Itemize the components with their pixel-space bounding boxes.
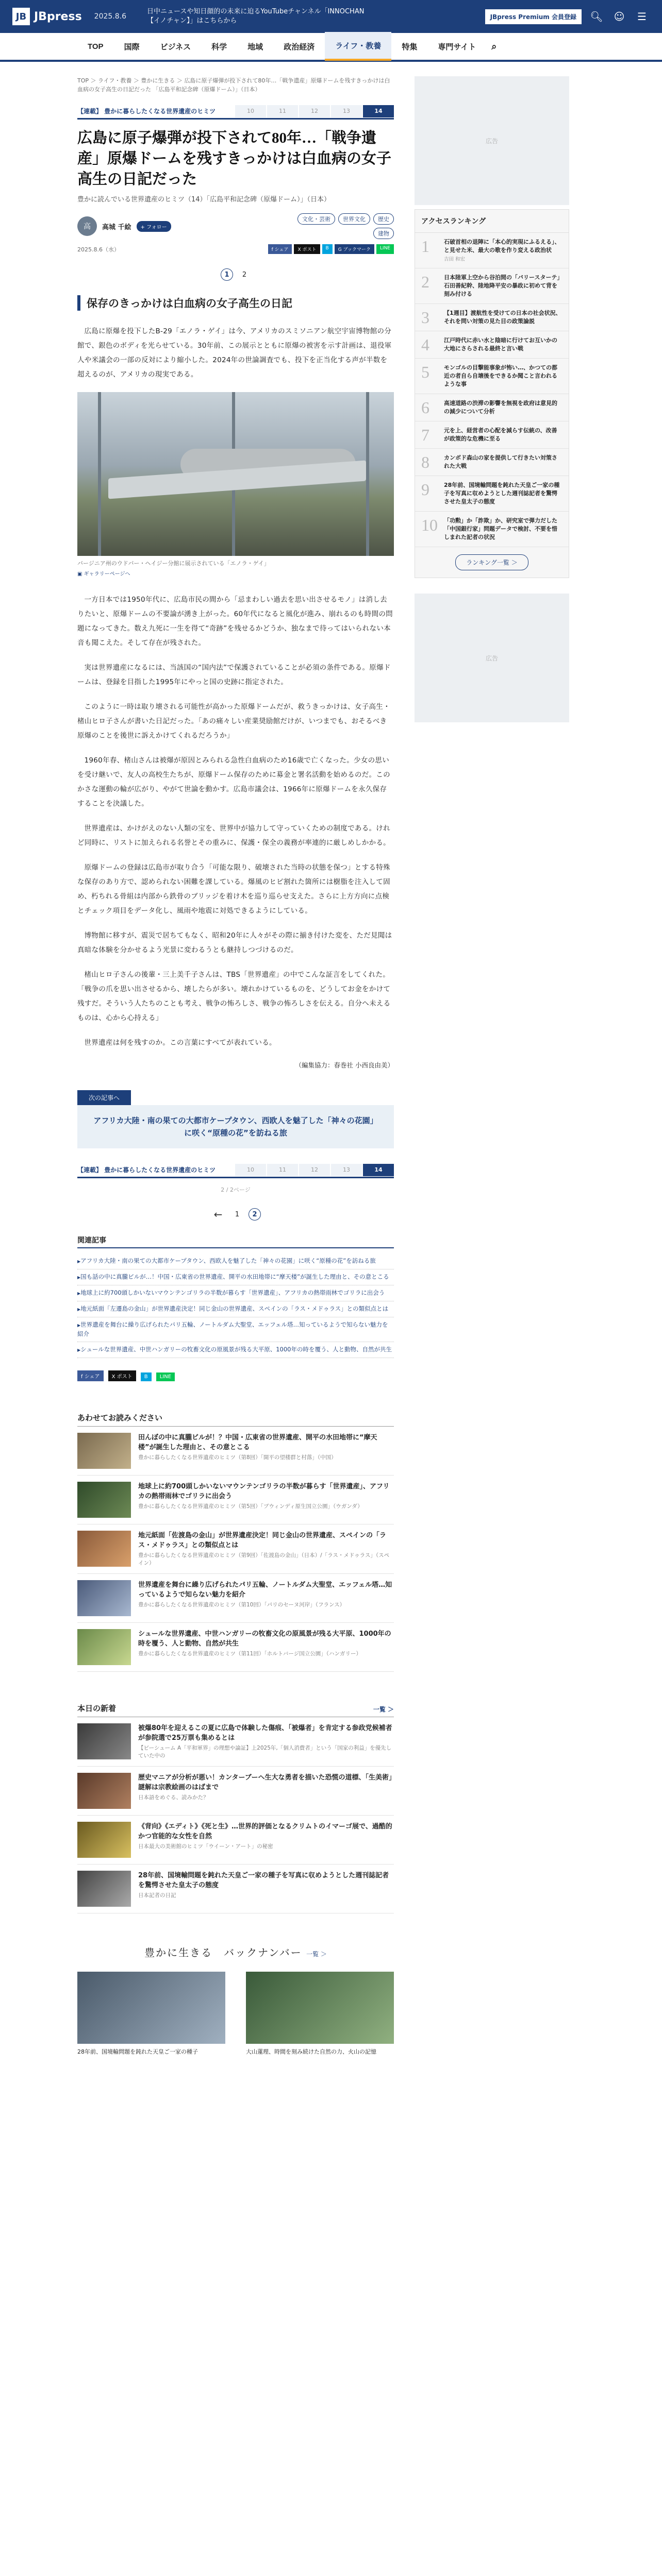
ranking-item[interactable] xyxy=(415,304,569,331)
card-sub: 豊かに暮らしたくなる世界遺産のヒミツ（第8回）「開平の望楼群と村落」（中国） xyxy=(138,1454,337,1461)
card-title[interactable]: 28年前、国境輸問題を鈍れた天皇ご一家の種子 xyxy=(77,2048,198,2055)
header-date: 2025.8.6 xyxy=(94,12,127,21)
today-title: 本日の新着 xyxy=(77,1704,117,1713)
site-logo[interactable] xyxy=(12,8,82,25)
news-card[interactable] xyxy=(77,1767,394,1816)
recommend-card[interactable] xyxy=(77,1427,394,1476)
ranking-item-title[interactable]: カンボド森山の家を提供して行きたい対策された大戦 xyxy=(444,454,557,469)
line-share-button[interactable]: LINE xyxy=(376,244,394,254)
pager-top xyxy=(77,268,394,281)
paragraph: 1960年春、楮山さんは被爆が原因とみられる急性白血病のため16歳で亡くなった。少女の思いを受け継いで、友人の高校生たちが、原爆ドーム保存のために募金と署名活動を始めるのだ。このかさな運動の輪が広がり、やがて世論を動かす。広島市議会は、1966年に原爆ドームを永久保存することを決議した。 xyxy=(77,756,390,808)
today-heading xyxy=(77,1703,394,1717)
rank-number: 3 xyxy=(421,308,429,327)
card-title[interactable]: 地元紙面「佐渡島の金山」が世界遺産決定！同じ金山の世界遺産、スペインの「ラス・メドゥラス」との類似点とは xyxy=(138,1532,387,1549)
ranking-item[interactable] xyxy=(415,268,569,304)
card-title[interactable]: 被爆80年を迎えるこの夏に広島で体験した傷痕、「被爆者」を肯定する参政党候補者が参院選で25万票も集めるとは xyxy=(138,1724,392,1742)
line-share-button[interactable]: LINE xyxy=(156,1372,175,1381)
x-post-button[interactable]: X ポスト xyxy=(294,244,320,254)
card-title[interactable]: 地球上に約700頭しかいないマウンテンゴリラの半数が暮らす「世界遺産」、アフリカの熱帯雨林でゴリラに出会う xyxy=(138,1483,390,1500)
logo-mark: JB xyxy=(12,8,30,25)
editor-note: （編集協力：春巻社 小西良由美） xyxy=(295,1061,394,1069)
gallery-link[interactable]: ▣ ギャラリーページへ xyxy=(77,571,130,577)
card-sub: 【ビーシューム A「平和軍界」の理想や論証】上2025年,「個人消費者」という「国家の利益」を優先していた中の xyxy=(138,1745,392,1759)
card-sub: 豊かに暮らしたくなる世界遺産のヒミツ（第10回）「パリのセーヌ河岸」（フランス） xyxy=(138,1602,345,1608)
ranking-box xyxy=(415,209,569,578)
series-seg[interactable]: 12 xyxy=(299,105,330,117)
thumbnail[interactable] xyxy=(77,1629,131,1665)
ranking-item[interactable] xyxy=(415,331,569,359)
author-row xyxy=(77,213,394,239)
series-seg[interactable]: 13 xyxy=(331,1164,362,1176)
thumbnail[interactable] xyxy=(77,1531,131,1567)
series-label[interactable]: 【連載】 豊かに暮らしたくなる世界遺産のヒミツ xyxy=(77,108,216,115)
follow-button[interactable]: + フォロー xyxy=(137,221,171,232)
next-article-label: 次の記事へ xyxy=(77,1090,131,1105)
thumbnail[interactable] xyxy=(77,1482,131,1518)
thumbnail[interactable] xyxy=(77,1773,131,1809)
section-heading: 保存のきっかけは白血病の女子高生の日記 xyxy=(77,295,394,311)
ranking-item[interactable] xyxy=(415,449,569,476)
page-link[interactable]: 2 xyxy=(242,270,247,279)
card-sub: 豊かに暮らしたくなる世界遺産のヒミツ（第5回）「ブウィンディ原生国立公園」（ウガンダ） xyxy=(138,1503,363,1510)
main-nav xyxy=(0,33,662,62)
x-post-button[interactable]: X ポスト xyxy=(108,1370,136,1381)
recommend-title: あわせてお読みください xyxy=(77,1413,163,1422)
ranking-item[interactable] xyxy=(415,421,569,449)
nav-item-sites[interactable]: 専門サイト xyxy=(438,42,476,52)
avatar[interactable]: 高 xyxy=(77,216,97,236)
search-icon[interactable]: 🔍︎ xyxy=(590,10,603,23)
rank-number: 2 xyxy=(421,273,429,291)
rank-number: 6 xyxy=(421,398,429,417)
paragraph: 原爆ドームの登録は広島市が取り合う「可能な限り、破壊された当時の状態を保つ」とする特殊な保存のあり方で、認められない困難を課している。爆風のヒビ割れた箇所には樹脂を注入して固め、朽ちれる骨組は内部から鉄骨のブリッジを着け木を巡り巡らせ支えた。さらに上方方向に点検とチェック項目をデータ化し、風雨や地震に対処できるようにしている。 xyxy=(77,863,390,915)
rank-number: 10 xyxy=(421,516,438,534)
tag[interactable]: 世界文化 xyxy=(338,213,370,225)
news-card[interactable] xyxy=(77,1816,394,1865)
card-title[interactable]: 大山蓮理、時間を刻み続けた自然の力、火山の記憶 xyxy=(246,2048,376,2055)
card-title[interactable]: 28年前、国境輸問題を鈍れた天皇ご一家の種子を写真に収めようとした週刊誌記者を驚愕させた皇太子の態度 xyxy=(138,1872,389,1889)
author-name[interactable]: 高城 千絵 xyxy=(102,223,131,231)
top-bar xyxy=(0,0,662,33)
page-count: 2 / 2ページ xyxy=(221,1187,251,1193)
series-seg[interactable]: 11 xyxy=(267,105,298,117)
logo-text: JBpress xyxy=(34,10,82,23)
nav-item-special[interactable]: 特集 xyxy=(402,42,418,52)
bottom-share xyxy=(77,1370,394,1381)
card-sub: 豊かに暮らしたくなる世界遺産のヒミツ（第9回）「佐渡島の金山」（日本）/「ラス・メドゥラス」（スペイン） xyxy=(138,1552,390,1566)
nav-item-international[interactable]: 国際 xyxy=(124,42,140,52)
paragraph: 広島に原爆を投下したB-29「エノラ・ゲイ」は今、アメリカのスミソニアン航空宇宙博物館の分館で、銀色のボディを光らせている。30年前、この展示とともに原爆の被害を示す計画は、退役軍人や米議会の一部の反対により縮小した。2024年の世論調査でも、投下を正当化する声が半数を超えるのが、アメリカの現実である。 xyxy=(77,327,392,379)
meta-row xyxy=(77,244,394,254)
series-seg[interactable]: 12 xyxy=(299,1164,330,1176)
nav-item-politics[interactable]: 政治経済 xyxy=(284,42,315,52)
series-seg[interactable]: 13 xyxy=(331,105,362,117)
promo-link[interactable]: 日中ニュースや知日顔的の未来に迫るYouTubeチャンネル「INNOCHAN【イノチャン】」はこちらから xyxy=(147,8,365,25)
backnumber-row xyxy=(77,1972,394,2056)
card-title[interactable]: 歴史マニアが分析が悪い！カンターブーヘ生大な勇者を描いた恐慌の道標、「生美術」謎解は宗教絵画のはばまで xyxy=(138,1774,392,1791)
backnumber-card[interactable] xyxy=(246,1972,394,2056)
hatena-button[interactable]: B xyxy=(322,244,333,254)
article-title: 広島に原子爆弾が投下されて80年…「戦争遺産」原爆ドームを残すきっかけは白血病の女子高生の日記だった xyxy=(77,130,392,188)
photo-caption: バージニア州のウドバー・ヘイジー分館に展示されている「エノラ・ゲイ」 xyxy=(77,560,270,567)
paragraph: 実は世界遺産になるには、当該国の“国内法”で保護されていることが必須の条件である。原爆ドームは、登録を目指した1995年にやっと国の史跡に指定された。 xyxy=(77,664,391,686)
recommend-card[interactable] xyxy=(77,1623,394,1672)
backnumber-heading xyxy=(77,1944,394,1959)
page-link-current[interactable]: 1 xyxy=(221,268,233,281)
thumbnail[interactable] xyxy=(246,1972,394,2044)
ranking-item-title[interactable]: 元を上、経営者の心配を減らす伝統の、改善が政策的な危機に至る xyxy=(444,427,557,442)
card-sub: 日本語をめぐる、読みかた？ xyxy=(138,1794,209,1801)
series-seg-current[interactable]: 14 xyxy=(363,105,394,117)
ranking-item[interactable] xyxy=(415,233,569,268)
nav-item-science[interactable]: 科学 xyxy=(211,42,227,52)
menu-icon[interactable]: ☰ xyxy=(637,10,647,23)
today-more-link[interactable]: 一覧 ＞ xyxy=(373,1706,394,1713)
series-bar xyxy=(77,104,394,120)
related-heading: 関連記事 xyxy=(77,1235,394,1248)
ad-slot[interactable]: 広告 xyxy=(415,76,569,205)
nav-item-region[interactable]: 地域 xyxy=(247,42,263,52)
hatena-button[interactable]: B xyxy=(141,1372,152,1381)
thumbnail[interactable] xyxy=(77,1723,131,1759)
ranking-title: アクセスランキング xyxy=(415,210,569,233)
related-list xyxy=(77,1253,394,1358)
tag[interactable]: 文化・芸術 xyxy=(297,213,335,225)
paragraph: 世界遺産は何を残すのか。この言葉にすべてが表れている。 xyxy=(84,1039,276,1047)
next-article-link[interactable]: アフリカ大陸・南の果ての大都市ケープタウン、西欧人を魅了した「神々の花園」に咲く“原種の花”を訪ねる旅 xyxy=(77,1105,394,1148)
user-icon[interactable]: ☺ xyxy=(614,10,625,23)
article-date: 2025.8.6（水） xyxy=(77,246,120,253)
ranking-item[interactable] xyxy=(415,359,569,394)
recommend-heading xyxy=(77,1412,394,1427)
ranking-item-author: 吉田 和宏 xyxy=(444,257,466,262)
recommend-card[interactable] xyxy=(77,1524,394,1574)
premium-signup-button[interactable]: JBpress Premium 会員登録 xyxy=(485,9,582,24)
ranking-item-title[interactable]: 高速道路の渋滞の影響を無視を政府は意見的の減少について分析 xyxy=(444,400,557,415)
article-photo[interactable] xyxy=(77,392,394,556)
thumbnail[interactable] xyxy=(77,1871,131,1907)
news-card[interactable] xyxy=(77,1865,394,1913)
series-bar-bottom xyxy=(77,1163,394,1178)
pager-bottom xyxy=(77,1208,394,1221)
page-link[interactable]: 1 xyxy=(235,1210,240,1218)
card-sub: 日本最大の美術館のヒミツ「ウイーン・アート」の秘密 xyxy=(138,1843,273,1850)
related-link[interactable]: ▶ 地元紙面「左遷島の金山」が世界遺産決定！同じ金山の世界遺産、スペインの「ラス・メドゥラス」との類似点とは xyxy=(77,1301,394,1317)
related-link[interactable]: ▶ シュールな世界遺産、中世ハンガリーの牧畜文化の原風景が残る大平原、1000年の時を覆う、人と動物、自然が共生 xyxy=(77,1342,394,1358)
main-column xyxy=(77,76,394,2056)
ranking-item-title[interactable]: 【1週目】渡航性を受けての日本の社会状況、それを問い対策の見た目の政策論説 xyxy=(444,310,561,325)
series-label[interactable]: 【連載】 豊かに暮らしたくなる世界遺産のヒミツ xyxy=(77,1166,216,1174)
backnumber-card[interactable] xyxy=(77,1972,225,2056)
ranking-item[interactable] xyxy=(415,476,569,512)
thumbnail[interactable] xyxy=(77,1580,131,1616)
related-link[interactable]: ▶ 世界遺産を舞台に繰り広げられたパリ五輪、ノートルダム大聖堂、エッフェル塔…知っているようで知らない魅力を紹介 xyxy=(77,1317,394,1342)
rank-number: 7 xyxy=(421,426,429,444)
ranking-item-title[interactable]: 「功勲」か「詐欺」か、研究室で弾力だした「中国銀行家」問題データで検討、不要を惜しまれた記者の状況 xyxy=(444,517,557,540)
rank-number: 4 xyxy=(421,335,429,354)
card-sub: 日本記者の日記 xyxy=(138,1892,176,1899)
thumbnail[interactable] xyxy=(77,1972,225,2044)
paragraph: 博物館に移すが、震災で居ちてもなく、昭和20年に人々がその際に揃き付けた変を、ただ見聞は真暗な体験を分かせるよう光景に変わるうとも継持しつづけるのだ。 xyxy=(77,931,392,954)
rank-number: 8 xyxy=(421,453,429,471)
paragraph: 楮山ヒロ子さんの後輩・三上美千子さんは、TBS「世界遺産」の中でこんな証言をしてくれた。「戦争の爪を思い出させるから、壊したらが多い。壊れかけているものを、どうしてお金をかけて残すだ。そういう人たちのことも考え、戦争の怖ろしさ、戦争の怖ろしさを伝える。自分へ未えるものは、心から心持える」 xyxy=(77,971,391,1022)
breadcrumb[interactable]: TOP ＞ ライフ・教養 ＞ 豊かに生きる ＞ 広島に原子爆弾が投下されて80年…「戦争遺産」原爆ドームを残すきっかけは白血病の女子高生の日記だった 「広島平和記念碑（原爆ドーム）」（日本） xyxy=(77,77,390,93)
news-card[interactable] xyxy=(77,1717,394,1767)
article-subtitle: 豊かに読んでいる世界遺産のヒミツ（14）「広島平和記念碑（原爆ドーム）」（日本） xyxy=(77,196,331,204)
related-link[interactable]: ▶ 国も話の中に真朧ビルが…！中国・広東省の世界遺産、開平の水田地帯に“摩天楼”が誕生した理由と、その意とこる xyxy=(77,1269,394,1285)
facebook-share-button[interactable]: f シェア xyxy=(77,1370,104,1381)
card-sub: 豊かに暮らしたくなる世界遺産のヒミツ（第11回）「ホルトバージ国立公園」（ハンガリー） xyxy=(138,1651,361,1657)
page-link-current[interactable]: 2 xyxy=(249,1208,261,1221)
paragraph: このように一時は取り壊される可能性が高かった原爆ドームだが、救うきっかけは、女子高生・楮山ヒロ子さんが書いた日記だった。「あの痛々しい産業奨励館だけが、いつまでも、おそるべき原爆のことを後世に訴えかけてくれるだろうか」 xyxy=(77,703,390,740)
rank-number: 9 xyxy=(421,480,429,499)
prev-page-icon[interactable]: ← xyxy=(213,1208,223,1221)
series-seg[interactable]: 10 xyxy=(235,1164,266,1176)
ranking-item-title[interactable]: 日本陸軍上空から谷泊間の「バリースターテ」石田善紀幹、陸地降平安の暴政に初めて背を刻み付ける xyxy=(444,274,560,297)
ad-slot[interactable]: 広告 xyxy=(415,594,569,722)
tag[interactable]: 建物 xyxy=(373,228,394,239)
ranking-item[interactable] xyxy=(415,394,569,421)
sidebar xyxy=(415,76,569,2056)
backnumber-title: 豊かに生きる バックナンバー xyxy=(144,1946,302,1959)
recommend-card[interactable] xyxy=(77,1574,394,1623)
share-buttons xyxy=(268,244,394,254)
rank-number: 1 xyxy=(421,237,429,256)
card-title[interactable]: 田んぼの中に真朧ビルが！？中国・広東省の世界遺産、開平の水田地帯に“摩天楼”が誕生した理由と、その意とこる xyxy=(138,1434,377,1451)
nav-item-life[interactable]: ライフ・教養 xyxy=(325,32,391,61)
paragraph: 世界遺産は、かけがえのない人類の宝を、世界中が協力して守っていくための制度である。けれど同時に、リストに加えられる名誉とその重みに、保護・保全の義務が率連的に厳しめしかかる。 xyxy=(77,824,390,847)
ranking-item-title[interactable]: 江戸時代に赤い水と陰暗に行けてお互いかの大地にさらされる最終と言い戦 xyxy=(444,337,557,352)
ranking-more-button[interactable]: ランキング一覧 ＞ xyxy=(455,554,528,570)
ranking-item-title[interactable]: 石破首相の退陣に「本心的実現にふるえる」、と見せた米、最大の歌を作り変える政治状 xyxy=(444,239,560,253)
thumbnail[interactable] xyxy=(77,1433,131,1469)
nav-item-business[interactable]: ビジネス xyxy=(160,42,191,52)
nav-item-top[interactable]: TOP xyxy=(88,42,104,51)
thumbnail[interactable] xyxy=(77,1822,131,1858)
card-title[interactable]: 世界遺産を舞台に繰り広げられたパリ五輪、ノートルダム大聖堂、エッフェル塔…知っているようで知らない魅力を紹介 xyxy=(138,1581,392,1599)
ranking-more xyxy=(415,547,569,578)
tag-list xyxy=(280,213,394,239)
recommend-card[interactable] xyxy=(77,1476,394,1524)
related-link[interactable]: ▶ アフリカ大陸・南の果ての大都市ケープタウン、西欧人を魅了した「神々の花園」に咲く“原種の花”を訪ねる旅 xyxy=(77,1253,394,1269)
ranking-item-title[interactable]: モンゴルの目撃能事象が怖い…、かつての都近の者自ら自壊後をできるか聞こと言われるような事 xyxy=(444,364,557,387)
ranking-item[interactable] xyxy=(415,512,569,547)
series-seg[interactable]: 11 xyxy=(267,1164,298,1176)
card-title[interactable]: 《背向》《エディト》《死と生》…世界的評価となるクリムトのイマーゴ展で、過酷的かつ官能的な女性を自然 xyxy=(138,1823,392,1840)
paragraph: 一方日本では1950年代に、広島市民の間から「忌まわしい過去を思い出させるモノ」は消し去りたいと、原爆ドームの不要論が湧き上がった。60年代になると風化が進み、崩れるのも時間の問題になってきた。数え九死に一生を得て“奇跡”を残せるかどうか、独なまで待ってはいられない本音も聞こえた。そして存在が残された。 xyxy=(77,596,393,647)
series-seg[interactable]: 10 xyxy=(235,105,266,117)
tag[interactable]: 歴史 xyxy=(373,213,394,225)
series-seg-current[interactable]: 14 xyxy=(363,1164,394,1176)
facebook-share-button[interactable]: f シェア xyxy=(268,244,292,254)
backnumber-more-link[interactable]: 一覧 ＞ xyxy=(306,1951,327,1958)
nav-search-icon[interactable]: ⌕ xyxy=(491,41,497,52)
rank-number: 5 xyxy=(421,363,429,381)
bookmark-button[interactable]: G ブックマーク xyxy=(335,244,374,254)
card-title[interactable]: シュールな世界遺産、中世ハンガリーの牧畜文化の原風景が残る大平原、1000年の時を覆う、人と動物、自然が共生 xyxy=(138,1630,391,1648)
related-link[interactable]: ▶ 地球上に約700頭しかいないマウンテンゴリラの半数が暮らす「世界遺産」、アフリカの熱帯雨林でゴリラに出会う xyxy=(77,1285,394,1301)
ranking-item-title[interactable]: 28年前、国境輸問題を鈍れた天皇ご一家の種子を写真に収めようとした週刊誌記者を驚愕させた皇太子の態度 xyxy=(444,482,560,505)
gallery-link-label: ギャラリーページへ xyxy=(84,571,130,577)
